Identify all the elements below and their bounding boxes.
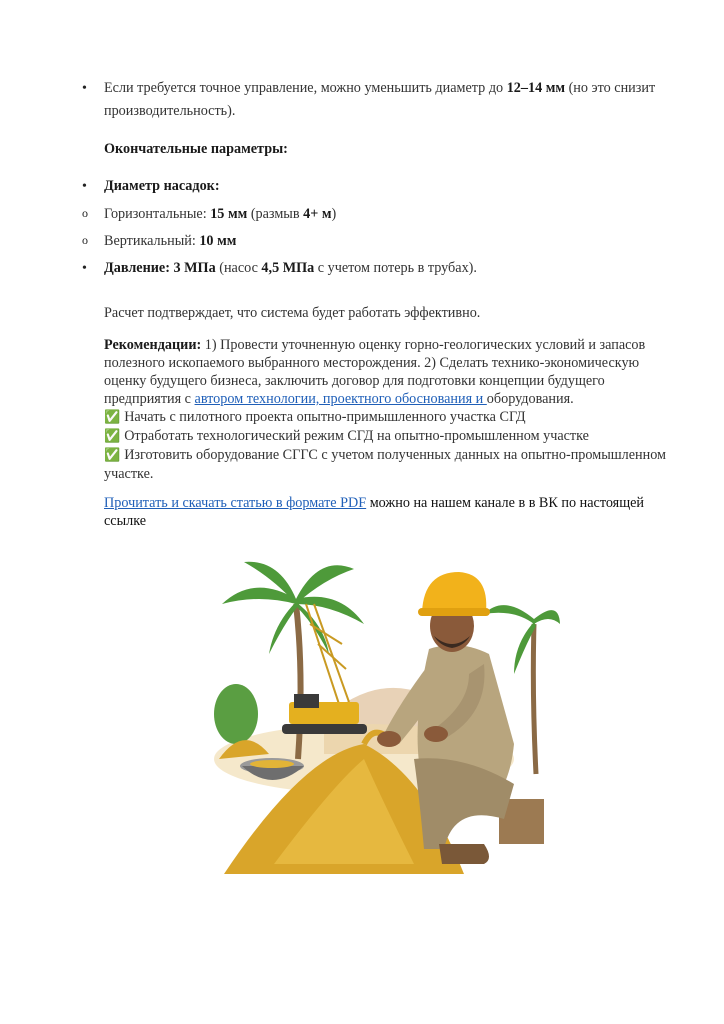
pdf-link[interactable]: Прочитать и скачать статью в формате PDF (104, 495, 367, 511)
bullet-dot: • (82, 261, 87, 276)
vertical-nozzle-item: Вертикальный: 10 мм (104, 233, 237, 249)
final-params-heading: Окончательные параметры: (104, 141, 288, 157)
bullet-circle: o (82, 206, 88, 220)
bullet-circle: o (82, 233, 88, 247)
author-link[interactable]: автором технологии, проектного обоснования и (194, 391, 487, 407)
pressure-item: Давление: 3 МПа (насос 4,5 МПа с учетом потерь в трубах). (104, 260, 477, 276)
miner-with-sand-illustration (214, 544, 560, 890)
pdf-paragraph: Прочитать и скачать статью в формате PDF можно на нашем канале в в ВК по настоящей ссылке (104, 495, 645, 529)
precise-control-paragraph: Если требуется точное управление, можно уменьшить диаметр до 12–14 мм (но это снизит производительность). (104, 80, 656, 119)
check-item: ✅ Отработать технологический режим СГД на опытно-промышленном участке (104, 428, 589, 444)
nozzle-diameter-item: Диаметр насадок: (104, 178, 220, 194)
bullet-dot: • (82, 81, 87, 96)
checkmark-icon: ✅ (104, 410, 121, 425)
bullet-dot: • (82, 179, 87, 194)
checkmark-icon: ✅ (104, 448, 121, 463)
recommendations-paragraph: Рекомендации: 1) Провести уточненную оценку горно-геологических условий и запасов полезного ископаемого выбранного месторождения. 2) Сделать технико-экономическую оценку будущего бизнеса, заключить договор для подготовки концепции будущего предприятия с автором технологии, проектного обоснования и оборудования. ✅ Начать с пилотного проекта опытно-примышленного участка СГД ✅ Отработать технологический режим СГД на опытно-промышленном участке ✅ Изготовить оборудование СГГС с учетом полученных данных на опытно-промышленном участке. (104, 336, 674, 483)
check-item: ✅ Изготовить оборудование СГГС с учетом полученных данных на опытно-промышленном участке. (104, 447, 667, 482)
confirmation-paragraph: Расчет подтверждает, что система будет работать эффективно. (104, 305, 481, 321)
check-item: ✅ Начать с пилотного проекта опытно-примышленного участка СГД (104, 409, 526, 425)
horizontal-nozzle-item: Горизонтальные: 15 мм (размыв 4+ м) (104, 206, 337, 222)
checkmark-icon: ✅ (104, 429, 121, 444)
